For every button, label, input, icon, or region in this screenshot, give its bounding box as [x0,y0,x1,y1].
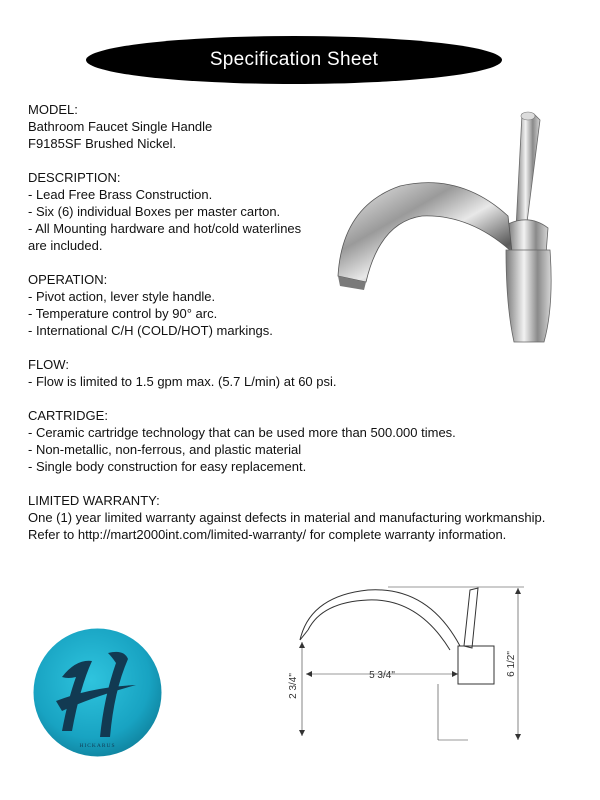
spec-line: - Single body construction for easy replacement. [28,459,307,474]
spec-line: are included. [28,238,103,253]
body-outline [458,646,494,684]
spec-line: - Pivot action, lever style handle. [28,289,216,304]
spec-line: - Ceramic cartridge technology that can be used more than 500.000 times. [28,425,456,440]
spec-line: - Temperature control by 90° arc. [28,306,218,321]
faucet-body [506,250,551,342]
dim-total-height-label: 6 1/2" [506,651,517,677]
warranty-link-text[interactable]: Refer to http://mart2000int.com/limited-warranty/ for complete warranty information. [28,527,507,542]
spout-outline [300,590,460,646]
spec-line: Bathroom Faucet Single Handle [28,119,213,134]
spec-line: - Flow is limited to 1.5 gpm max. (5.7 L/min) at 60 psi. [28,374,337,389]
section-heading: DESCRIPTION: [28,170,121,185]
brand-name: HICKARUS [79,743,116,749]
page-title: Specification Sheet [209,49,379,70]
spec-line: - International C/H (COLD/HOT) markings. [28,323,273,338]
lever-outline [464,588,478,648]
section-warranty [28,492,573,543]
dim-spout-height-label: 2 3/4" [288,673,299,699]
section-heading: MODEL: [28,102,78,117]
faucet-photo [330,106,560,346]
section-flow [28,356,573,390]
section-heading: OPERATION: [28,272,108,287]
section-cartridge [28,407,573,475]
spec-line: - Lead Free Brass Construction. [28,187,213,202]
brand-logo [32,627,163,758]
title-banner [86,36,502,84]
spec-line: F9185SF Brushed Nickel. [28,136,177,151]
spec-line: - Six (6) individual Boxes per master carton. [28,204,281,219]
spec-line: - Non-metallic, non-ferrous, and plastic material [28,442,302,457]
lever-handle [516,112,540,230]
dimension-drawing [288,578,528,750]
section-heading: CARTRIDGE: [28,408,108,423]
section-heading: FLOW: [28,357,69,372]
dim-width-label: 5 3/4" [369,670,395,681]
spout [338,183,512,282]
spec-line: One (1) year limited warranty against defects in material and manufacturing workmanship. [28,510,546,525]
section-heading: LIMITED WARRANTY: [28,493,160,508]
spec-line: - All Mounting hardware and hot/cold waterlines [28,221,302,236]
